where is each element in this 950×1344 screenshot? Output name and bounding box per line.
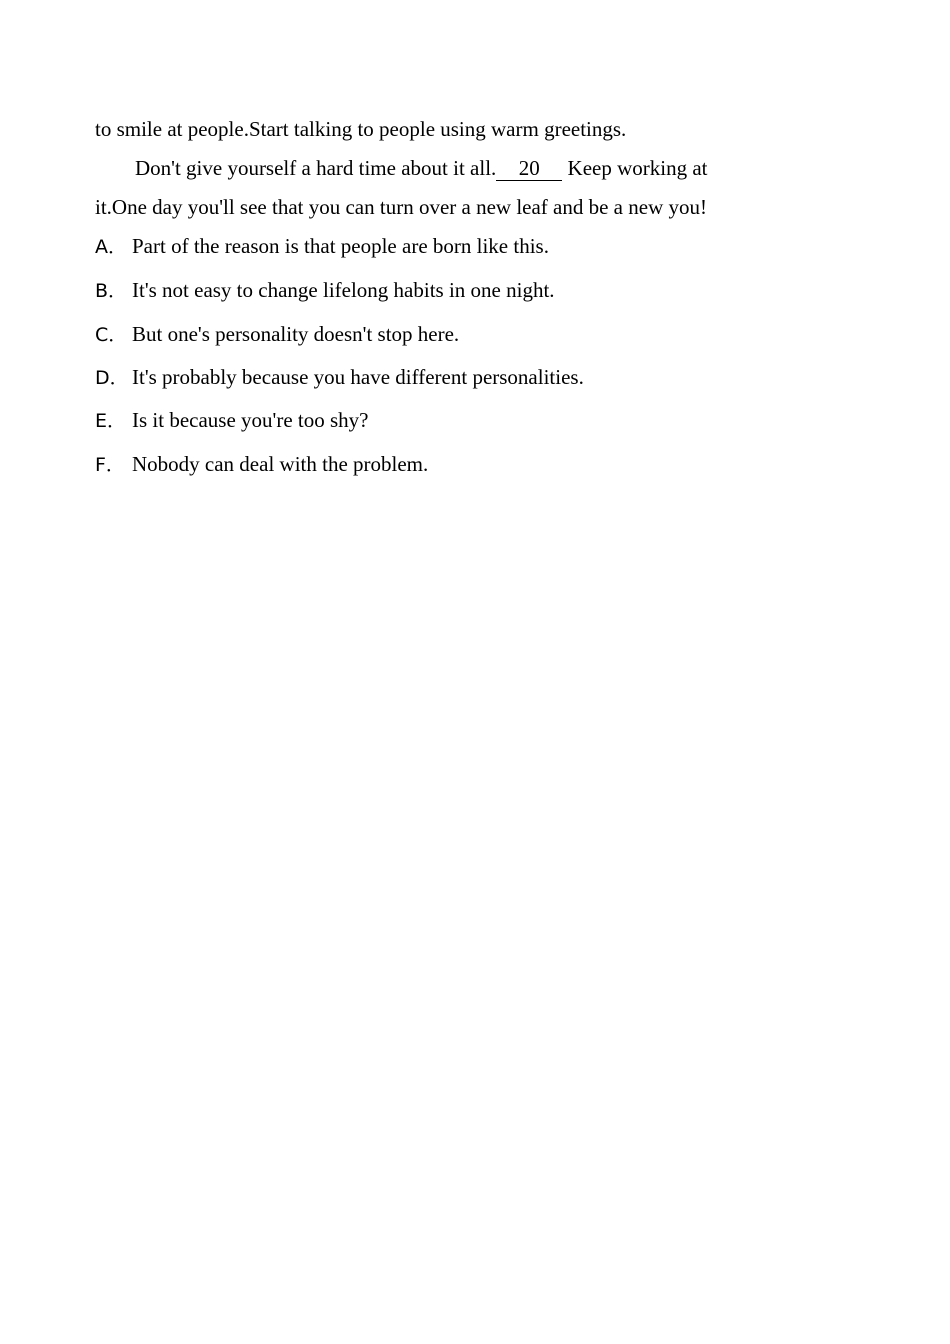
passage-line-1: to smile at people.Start talking to people using warm greetings. — [95, 117, 627, 141]
option-b — [95, 280, 555, 301]
option-e-letter: E． — [95, 410, 127, 432]
option-e — [95, 410, 368, 431]
option-b-letter: B． — [95, 280, 128, 302]
option-c-text: But one's personality doesn't stop here. — [132, 322, 460, 346]
option-a-letter: A． — [95, 236, 127, 258]
option-b-text: It's not easy to change lifelong habits in one night. — [132, 278, 555, 302]
option-c — [95, 324, 459, 345]
option-e-text: Is it because you're too shy? — [132, 408, 369, 432]
option-f — [95, 454, 428, 475]
option-d-text: It's probably because you have different personalities. — [132, 365, 584, 389]
passage-line-3: it.One day you'll see that you can turn over a new leaf and be a new you! — [95, 195, 707, 219]
passage-line-2 — [135, 158, 708, 181]
option-f-text: Nobody can deal with the problem. — [132, 452, 429, 476]
option-f-letter: F． — [95, 454, 125, 476]
option-a-text: Part of the reason is that people are born like this. — [132, 234, 549, 258]
option-d-letter: D． — [95, 367, 129, 389]
passage-line-2-text: Don't give yourself a hard time about it all. — [135, 156, 497, 180]
option-a — [95, 236, 549, 257]
passage-line-2-continuation: Keep working at — [562, 156, 708, 180]
answer-blank-20: 20 — [496, 158, 562, 181]
option-c-letter: C． — [95, 324, 128, 346]
option-d — [95, 367, 584, 388]
